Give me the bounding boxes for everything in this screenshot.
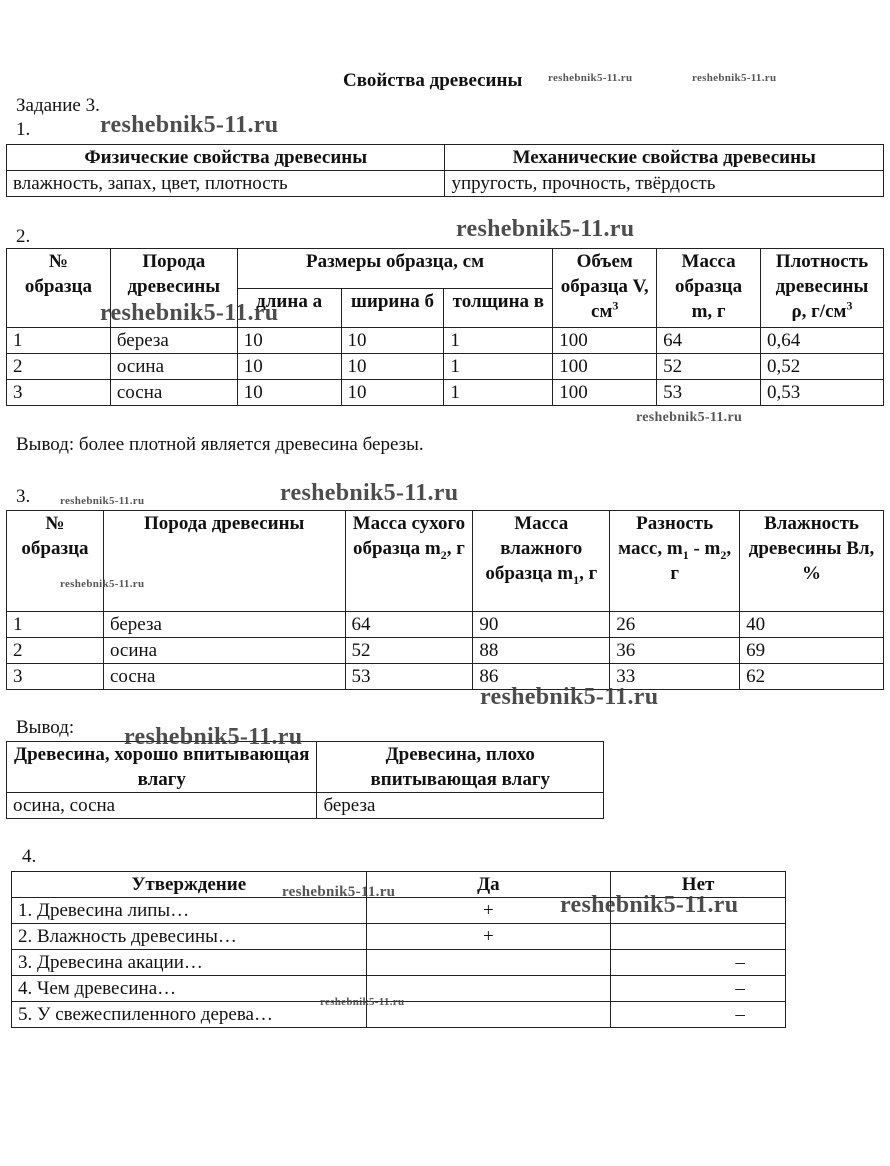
header-humidity: Влажность древесины Вл, % [740,511,884,612]
section-1-label: 1. [16,119,31,140]
table-header-row [7,145,884,171]
cell-poor-absorb: береза [317,793,604,819]
cell-statement: 1. Древесина липы… [12,898,367,924]
header-statement: Утверждение [12,872,367,898]
watermark: reshebnik5-11.ru [456,216,635,242]
header-poor-absorb: Древесина, плохо впитывающая влагу [317,742,604,793]
cell: осина [110,354,237,380]
header-sample-num: № образца [7,249,111,328]
section-4-label: 4. [22,846,37,867]
cell: осина [103,638,345,664]
cell: 100 [553,380,657,406]
cell: 1 [444,328,553,354]
table-row [7,171,884,197]
cell: 90 [473,612,610,638]
cell: 10 [341,328,444,354]
cell: 2 [7,638,104,664]
header-physical: Физические свойства древесины [7,145,445,171]
cell: 1 [7,328,111,354]
cell-yes: + [366,898,611,924]
conclusion-3-label: Вывод: [16,717,75,738]
cell: 1 [444,380,553,406]
cell-no: – [611,950,786,976]
watermark-small: reshebnik5-11.ru [60,495,145,507]
cell-no: – [611,1002,786,1028]
table-row [7,793,604,819]
cell: 69 [740,638,884,664]
cell: 64 [657,328,761,354]
cell: 100 [553,354,657,380]
cell: 52 [657,354,761,380]
cell: 53 [345,664,473,690]
absorb-table [6,741,604,819]
cell: 10 [341,354,444,380]
watermark-small: reshebnik5-11.ru [282,884,396,900]
table-header-row [7,511,884,612]
cell-no: – [611,976,786,1002]
cell: 10 [341,380,444,406]
conclusion-2: Вывод: более плотной является древесина березы. [16,434,424,455]
cell-physical: влажность, запах, цвет, плотность [7,171,445,197]
header-sample-num: № образца [7,511,104,612]
properties-table [6,144,884,197]
cell: 0,52 [761,354,884,380]
cell: 40 [740,612,884,638]
table-header-row [7,742,604,793]
table-header-row [7,249,884,289]
cell-yes: + [366,924,611,950]
watermark: reshebnik5-11.ru [124,724,303,750]
cell: сосна [110,380,237,406]
watermark: reshebnik5-11.ru [560,892,739,918]
table-row [7,664,884,690]
table-row [12,950,786,976]
header-volume: Объем образца V, $см^3$ [553,249,657,328]
cell: 3 [7,664,104,690]
humidity-table [6,510,884,690]
header-wet-mass: Масса влажного образца $m_1$, г [473,511,610,612]
header-mass: Масса образца m, г [657,249,761,328]
cell-statement: 5. У свежеспиленного дерева… [12,1002,367,1028]
cell: 62 [740,664,884,690]
cell-no [611,924,786,950]
cell: 64 [345,612,473,638]
cell: 10 [237,380,341,406]
cell: 36 [610,638,740,664]
cell: 1 [444,354,553,380]
watermark-small: reshebnik5-11.ru [636,410,743,425]
header-mechanical: Механические свойства древесины [445,145,884,171]
page-title: Свойства древесины [343,70,523,91]
header-no: Нет [611,872,786,898]
header-density: Плотность древесины ρ, $г/см^3$ [761,249,884,328]
cell: 33 [610,664,740,690]
watermark: reshebnik5-11.ru [100,112,279,138]
header-thickness: толщина в [444,288,553,328]
table-row [7,638,884,664]
cell: 1 [7,612,104,638]
watermark: reshebnik5-11.ru [100,300,279,326]
watermark-small: reshebnik5-11.ru [60,578,145,590]
header-mass-diff: Разность масс, $m_1 - m_2$, г [610,511,740,612]
cell: 86 [473,664,610,690]
cell: 3 [7,380,111,406]
cell-statement: 2. Влажность древесины… [12,924,367,950]
watermark-small: reshebnik5-11.ru [692,72,777,84]
cell: 53 [657,380,761,406]
cell: береза [103,612,345,638]
cell: 2 [7,354,111,380]
cell-mechanical: упругость, прочность, твёрдость [445,171,884,197]
table-row [12,924,786,950]
table-row [7,612,884,638]
cell-statement: 3. Древесина акации… [12,950,367,976]
cell-statement: 4. Чем древесина… [12,976,367,1002]
table-row [7,354,884,380]
header-species: Порода древесины [103,511,345,612]
cell-yes [366,950,611,976]
cell: 88 [473,638,610,664]
task-label: Задание 3. [16,95,100,116]
watermark-small: reshebnik5-11.ru [548,72,633,84]
cell: сосна [103,664,345,690]
cell: 0,53 [761,380,884,406]
cell: 0,64 [761,328,884,354]
cell: 52 [345,638,473,664]
header-width: ширина б [341,288,444,328]
header-good-absorb: Древесина, хорошо впитывающая влагу [7,742,317,793]
density-table [6,248,884,406]
table-row [7,380,884,406]
cell: 10 [237,328,341,354]
cell: 26 [610,612,740,638]
section-3-label: 3. [16,486,31,507]
cell: 10 [237,354,341,380]
header-sizes: Размеры образца, см [237,249,553,289]
cell: 100 [553,328,657,354]
header-yes: Да [366,872,611,898]
header-species: Порода древесины [110,249,237,328]
header-length: длина а [237,288,341,328]
cell-good-absorb: осина, сосна [7,793,317,819]
watermark: reshebnik5-11.ru [480,684,659,710]
cell: береза [110,328,237,354]
section-2-label: 2. [16,226,31,247]
header-dry-mass: Масса сухого образца $m_2$, г [345,511,473,612]
watermark-small: reshebnik5-11.ru [320,996,405,1008]
table-row [7,328,884,354]
watermark: reshebnik5-11.ru [280,480,459,506]
